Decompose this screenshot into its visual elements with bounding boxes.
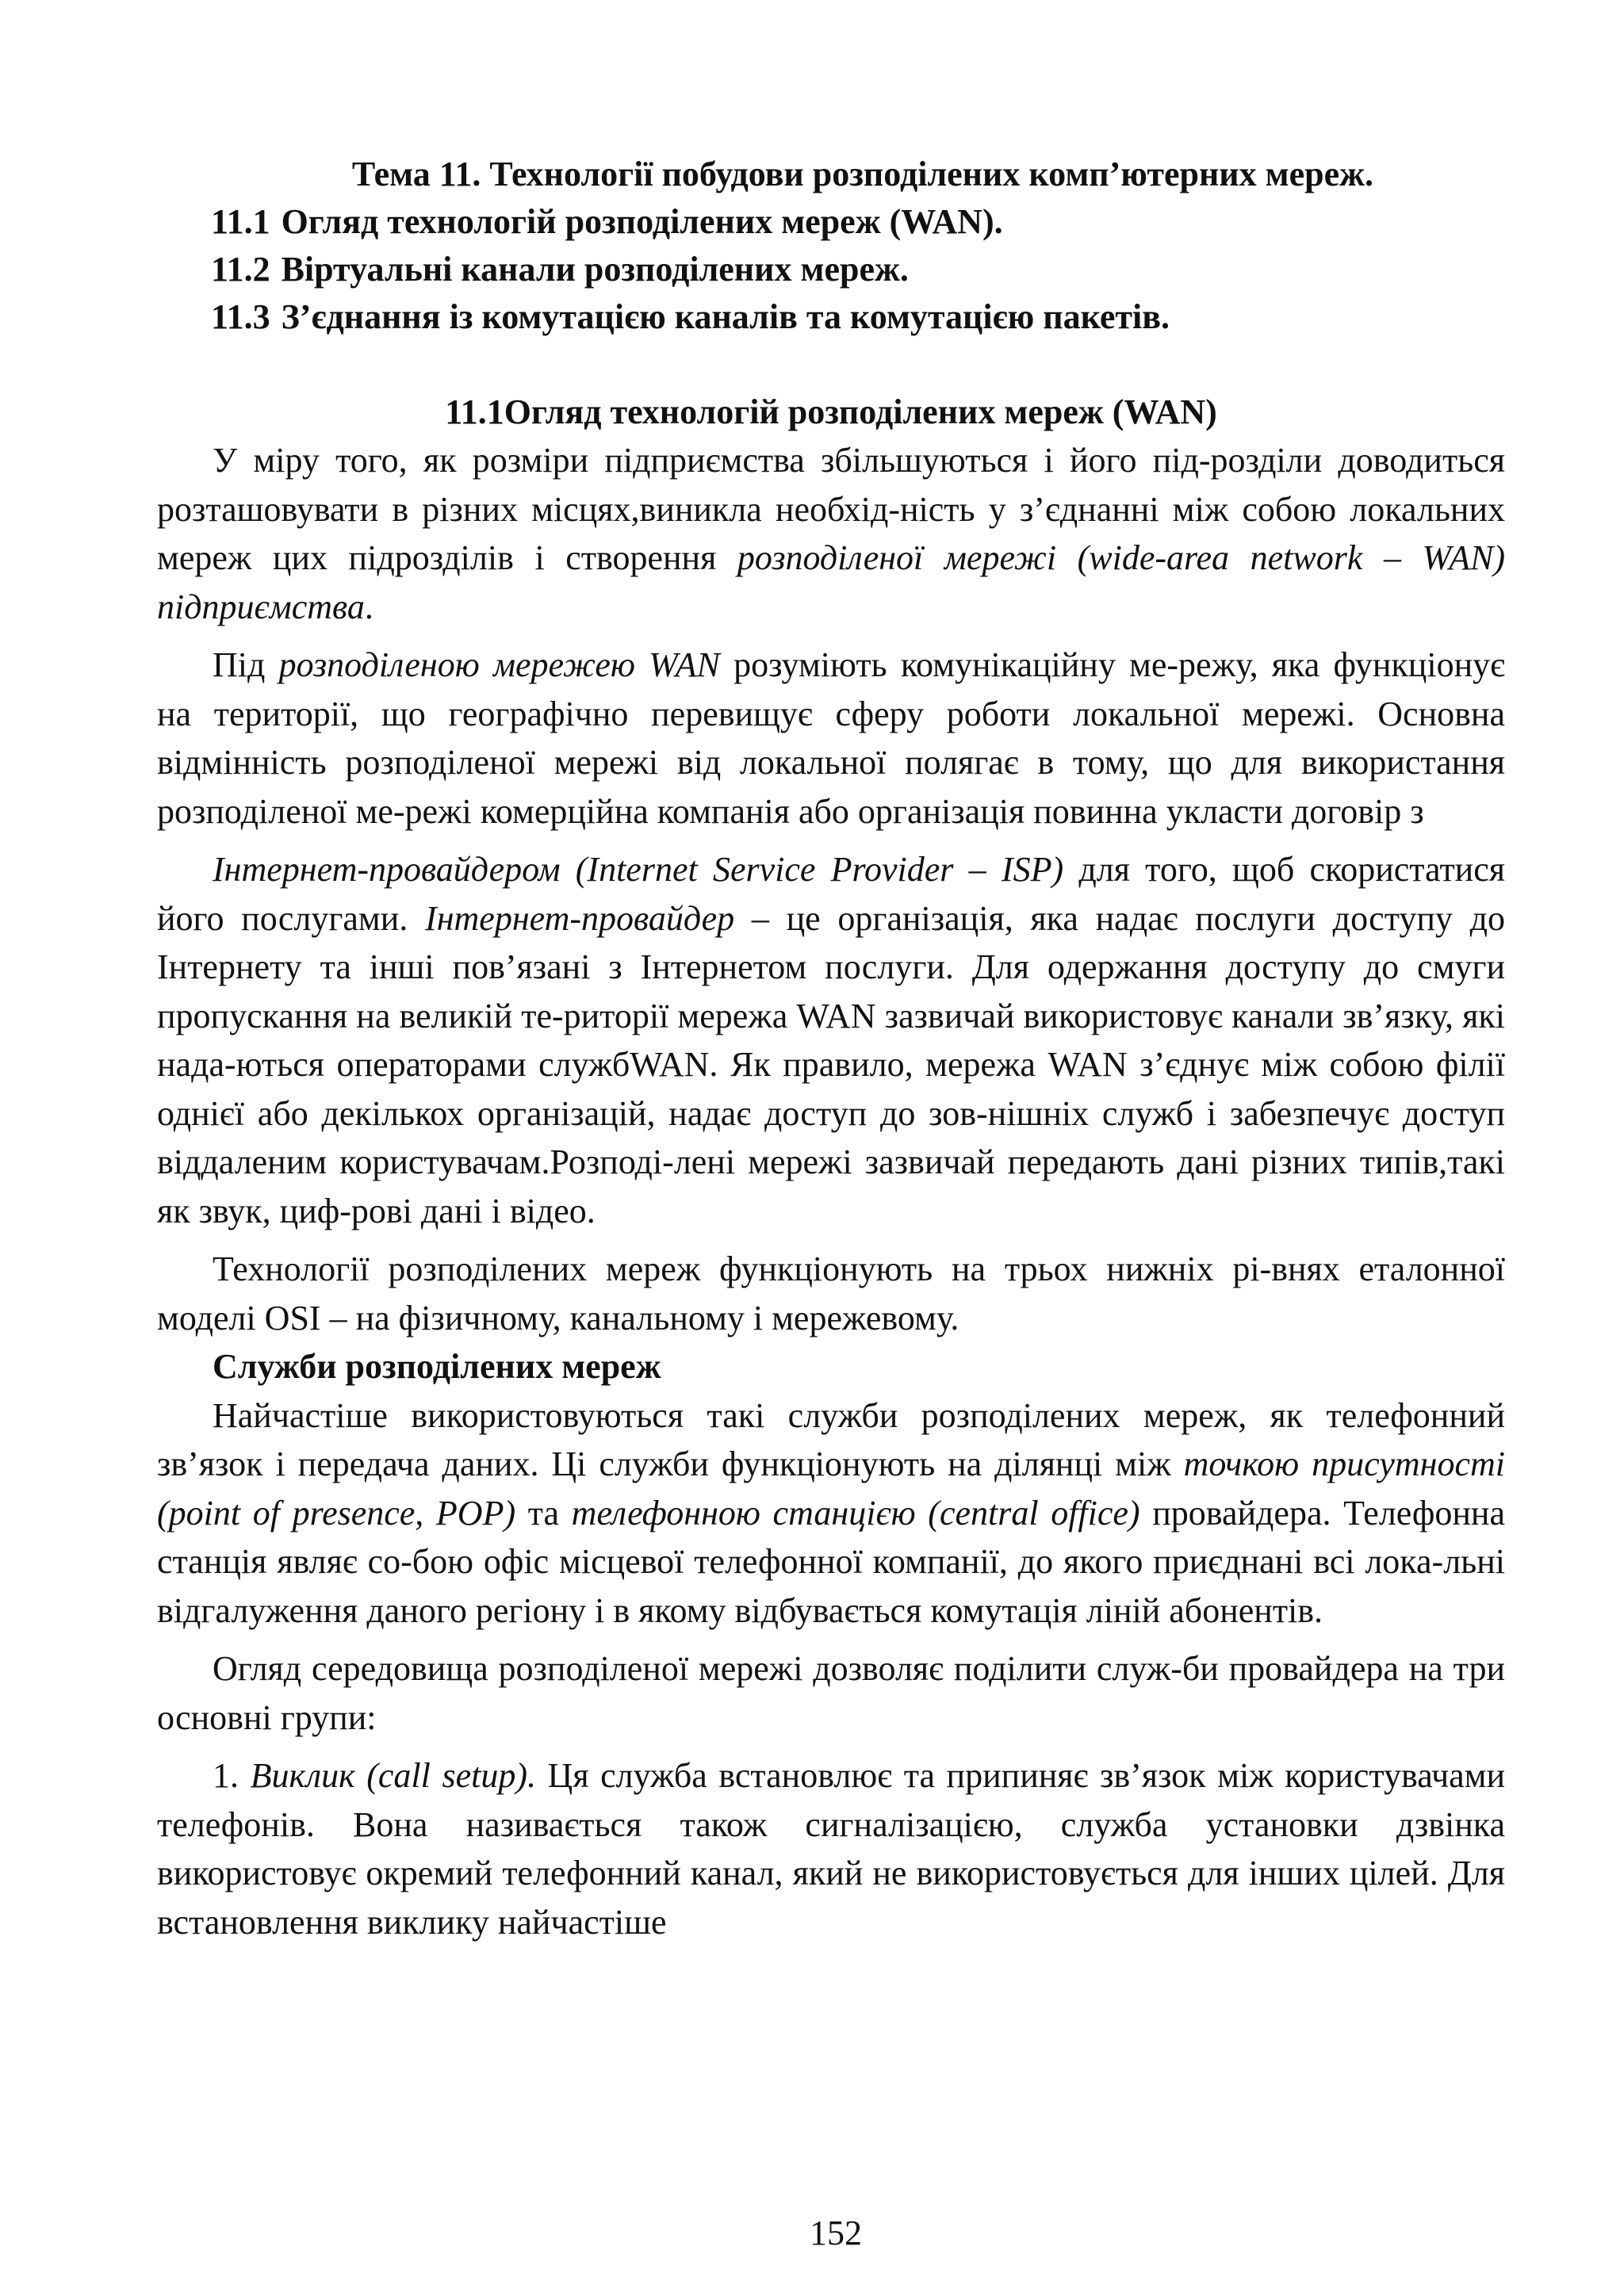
term-italic: розподіленою мережею WAN xyxy=(278,645,720,684)
topic-title: Тема 11. Технології побудови розподілених комп’ютерних мереж. xyxy=(351,155,1374,193)
outline-item-number: 11.1 xyxy=(211,202,270,241)
outline-item-text: Віртуальні канали розподілених мереж. xyxy=(281,250,909,289)
paragraph-text: У міру того, як розміри підприємства збільшуються і його під-розділи доводиться розташовувати в різних місцях,виникла необхід-ність у з’єднанні між собою локальних мереж цих підрозділів і створення xyxy=(157,441,1505,577)
term-italic: телефонною станцією (central office) xyxy=(571,1493,1140,1533)
page-number: 152 xyxy=(810,2214,862,2252)
paragraph-call-setup xyxy=(157,1751,1505,1946)
outline-item-number: 11.2 xyxy=(211,250,270,289)
paragraph-text: та xyxy=(515,1493,572,1533)
paragraph-services xyxy=(157,1391,1505,1636)
paragraph-text: – це організація, яка надає послуги доступу до Інтернету та інші пов’язані з Інтернетом послуги. Для одержання доступу до смуги пропускання на великій те-риторії мережа WAN зазвичай використовує канали зв’язку, які нада-ються операторами службWAN. Як правило, мережа WAN з’єднує між собою філії однієї або декількох організацій, надає доступ до зов-нішніх служб і забезпечує доступ віддаленим користувачам.Розподі-лені мережі зазвичай передають дані різних типів,такі як звук, циф-рові дані і відео. xyxy=(157,898,1505,1230)
outline-item-number: 11.3 xyxy=(211,297,270,336)
outline-item-text: З’єднання із комутацією каналів та комутацією пакетів. xyxy=(281,297,1170,336)
outline-item xyxy=(157,198,1505,246)
paragraph-intro xyxy=(157,436,1505,631)
term-italic: розподіленої мережі (wide-area network – WAN) підприємства xyxy=(157,538,1505,626)
paragraph-text: Під xyxy=(213,645,279,684)
list-number: 1. xyxy=(213,1756,251,1795)
topic-outline xyxy=(157,198,1505,341)
paragraph-text: розуміють комунікаційну ме-режу, яка функціонує на території, що географічно перевищує сферу роботи локальної мережі. Основна відмінність розподіленої мережі від локальної полягає в тому, що для використання розподіленої ме-режі комерційна компанія або організація повинна укласти договір з xyxy=(157,645,1505,831)
document-page xyxy=(157,151,1505,1946)
outline-item xyxy=(157,293,1505,341)
paragraph-text: Ця служба встановлює та припиняє зв’язок між користувачами телефонів. Вона називається також сигналізацією, служба установки дзвінка використовує окремий телефонний канал, який не використовується для інших цілей. Для встановлення виклику найчастіше xyxy=(157,1756,1506,1942)
subheading-services: Служби розподілених мереж xyxy=(213,1347,661,1386)
paragraph-groups: Огляд середовища розподіленої мережі дозволяє поділити служ-би провайдера на три основні групи: xyxy=(157,1649,1505,1737)
paragraph-text: провайдера. Телефонна станція являє со-бою офіс місцевої телефонної компанії, до якого приєднані всі лока-льні відгалуження даного регіону і в якому відбувається комутація ліній абонентів. xyxy=(157,1493,1505,1630)
paragraph-osi: Технології розподілених мереж функціонують на трьох нижніх рі-внях еталонної моделі OSI – на фізичному, канальному і мережевому. xyxy=(157,1249,1505,1337)
paragraph-text: Найчастіше використовуються такі служби розподілених мереж, як телефонний зв’язок і передача даних. Ці служби функціонують на ділянці між xyxy=(157,1395,1505,1483)
paragraph-wan-definition xyxy=(157,641,1505,836)
term-italic: Інтернет-провайдер xyxy=(425,898,735,938)
paragraph-text: для того, щоб скористатися його послугами. xyxy=(157,850,1505,938)
paragraph-text: . xyxy=(364,587,373,626)
paragraph-isp xyxy=(157,845,1505,1235)
term-italic: Виклик (call setup). xyxy=(250,1756,536,1795)
outline-item xyxy=(157,246,1505,293)
outline-item-text: Огляд технологій розподілених мереж (WAN). xyxy=(281,202,1003,241)
term-italic: точкою присутності (point of presence, POP) xyxy=(157,1445,1505,1533)
term-italic: Інтернет-провайдером (Internet Service Provider – ISP) xyxy=(213,850,1064,889)
section-heading: 11.1Огляд технологій розподілених мереж (WAN) xyxy=(445,392,1217,431)
